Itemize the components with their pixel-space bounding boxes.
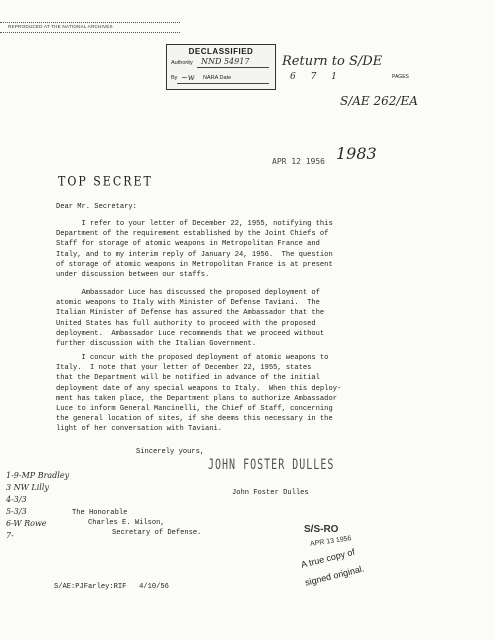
p3-line: light of her conversation with Taviani. [56,425,223,434]
p3-line: deployment date of any special weapons to Italy. When this deploy- [56,384,342,393]
declassified-stamp [166,44,276,90]
reproduced-notice: REPRODUCED AT THE NATIONAL ARCHIVES [8,24,113,29]
by-label: By [171,75,178,81]
paragraph-2 [56,288,466,349]
margin-note: 3 NW Lilly [6,483,49,492]
p3-line: I concur with the proposed deployment of atomic weapons to [56,354,329,362]
signature-stamp: JOHN FOSTER DULLES [208,457,335,474]
p2-line: atomic weapons to Italy with Minister of Defense Taviani. The [56,299,320,308]
p3-line: the general location of sites, if she deems this necessary in the [56,415,333,424]
nara-date-label: NARA Date [203,75,232,81]
file-number: S/AE 262/EA [340,94,418,108]
p3-line: that the Department will be notified in advance of the initial [56,374,320,383]
p3-line: Italy. I note that your letter of December 22, 1955, states [56,364,312,373]
p2-line: deployment. Ambassador Luce recommends that we proceed without [56,329,325,338]
addressee-line-1: The Honorable [72,509,128,517]
footer-reference: S/AE:PJFarley:RIF 4/10/56 [54,583,169,591]
date-stamp: APR 12 1956 [272,157,325,166]
record-number: 1983 [336,144,377,163]
margin-note: 6-W Rowe [6,519,47,528]
margin-note: 1-9-MP Bradley [6,471,70,480]
p2-line: Italian Minister of Defense has assured the Ambassador that the [56,309,325,318]
ssro-code: S/S-RO [304,524,339,535]
p3-line: Luce to inform General Mancinelli, the Chief of Staff, concerning [56,405,333,414]
salutation: Dear Mr. Secretary: [56,203,137,211]
ssro-date: APR 13 1956 [309,535,352,548]
addressee-line-3: Secretary of Defense. [112,529,202,537]
declassified-title: DECLASSIFIED [188,47,254,56]
margin-notes [6,470,69,542]
p2-line: Ambassador Luce has discussed the proposed deployment of [56,289,320,297]
page-marker: PAGES [392,74,409,80]
margin-note: 5-3/3 [6,507,27,516]
signer-name: John Foster Dulles [232,489,309,497]
paragraph-1 [56,219,466,280]
p1-line: Department of the requirement established by the Joint Chiefs of [56,230,329,239]
p2-line: further discussion with the Italian Government. [56,340,257,349]
authority-value: NND 54917 [201,57,250,66]
margin-note: 7- [6,531,14,540]
true-copy-line-2: signed original. [304,563,366,588]
addressee-line-2: Charles E. Wilson, [88,519,165,527]
p2-line: United States has full authority to proceed with the proposed [56,319,316,328]
authority-underline [197,67,269,68]
p1-line: of storage of atomic weapons in Metropolitan France is at present [56,260,333,269]
by-initials: ~w [181,73,195,82]
p1-line: I refer to your letter of December 22, 1955, notifying this [56,220,333,228]
return-note: Return to S/DE [282,54,383,69]
p1-line: Staff for storage of atomic weapons in Metropolitan France and [56,240,320,249]
paragraph-3 [56,353,466,435]
p3-line: ment has taken place, the Department plans to authorize Ambassador [56,394,337,403]
closing: Sincerely yours, [136,448,205,456]
p1-line: under discussion between our staffs. [56,271,210,280]
true-copy-line-1: A true copy of [300,546,356,570]
by-underline [177,83,269,84]
return-note-underline-marks: 6 7 1 [290,72,343,82]
margin-note: 4-3/3 [6,495,27,504]
p1-line: Italy, and to my interim reply of January 24, 1956. The question [56,250,333,259]
classification-marking: TOP SECRET [58,173,153,190]
authority-label: Authority [171,60,193,66]
